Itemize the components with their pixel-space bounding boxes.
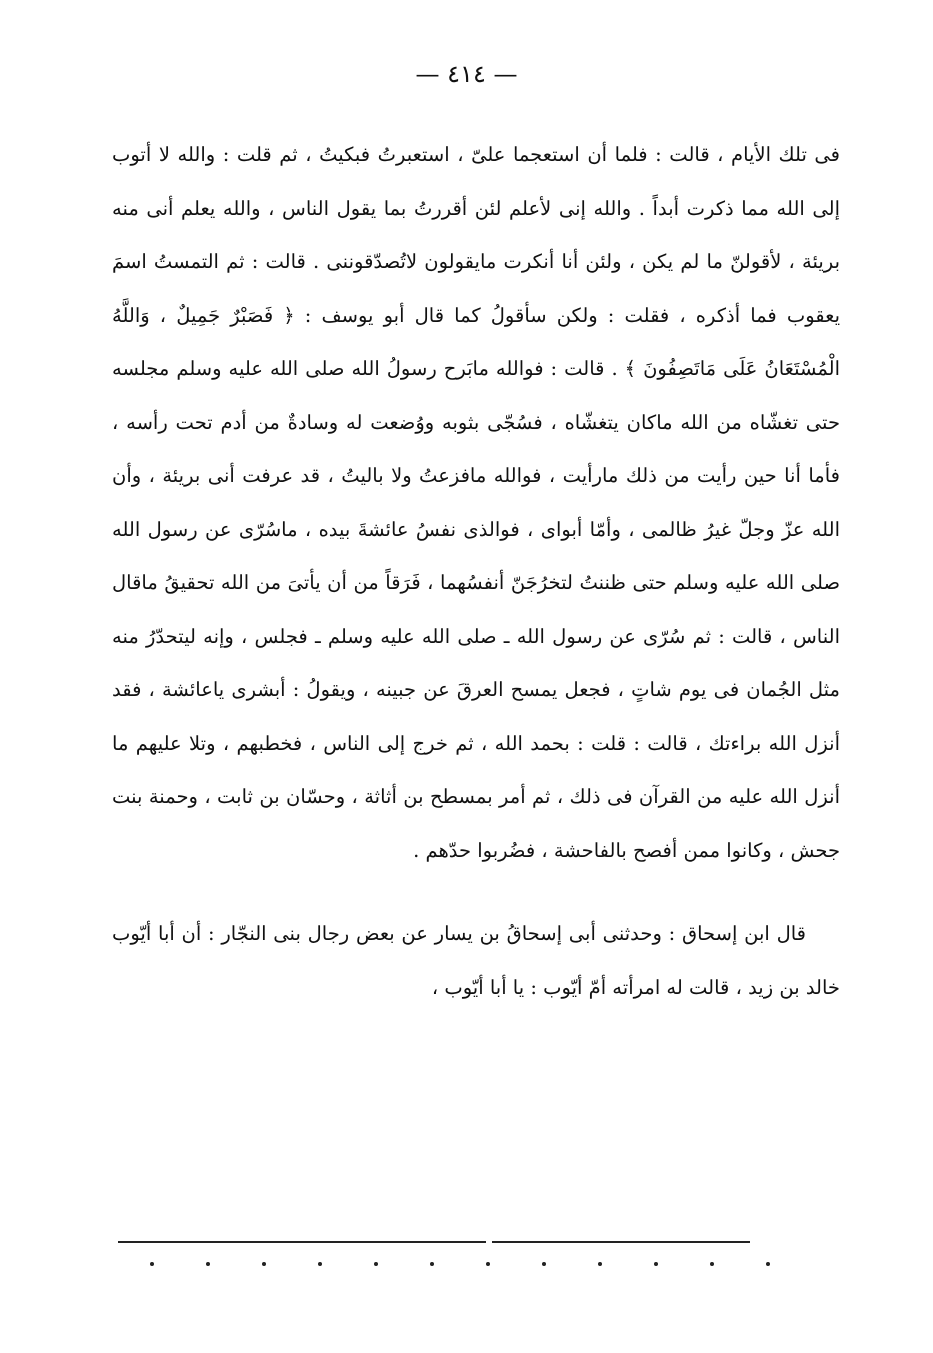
paragraph-1: فى تلك الأيام ، قالت : فلما أن استعجما علىّ ، استعبرتُ فبكيتُ ، ثم قلت : والله لا أتوب إلى الله مما ذكرت أبداً . والله إنى لأعلم لئن أقررتُ بما يقول الناس ، والله يعلم أنى منه بريئة ، لأقولنّ ما لم يكن ، ولئن أنا أنكرت مايقولون لاتُصدّقوننى . قالت : ثم التمستُ اسمَ يعقوب فما أذكره ، فقلت : ولكن سأقولُ كما قال أبو يوسف : ﴿ فَصَبْرٌ جَمِيلٌ ، وَاللَّهُ الْمُسْتَعَانُ عَلَى مَاتَصِفُونَ ﴾ . قالت : فوالله مابَرح رسولُ الله صلى الله عليه وسلم مجلسه حتى تغشّاه من الله ماكان يتغشّاه ، فسُجّى بثوبه ووُضعت له وسادةٌ من أدم تحت رأسه ، فأما أنا حين رأيت من ذلك مارأيت ، فوالله مافزعتُ ولا باليتُ ، قد عرفت أنى بريئة ، وأن الله عزّ وجلّ غيرُ ظالمى ، وأمّا أبواى ، فوالذى نفسُ عائشةَ بيده ، ماسُرّى عن رسول الله صلى الله عليه وسلم حتى ظننتُ لتخرُجَنّ أنفسُهما ، فَرَقاً من أن يأتىَ من الله تحقيقُ ماقال الناس ، قالت : ثم سُرّى عن رسول الله ـ صلى الله عليه وسلم ـ فجلس ، وإنه ليتحدّرُ منه مثل الجُمان فى يوم شاتٍ ، فجعل يمسح العرقَ عن جبينه ، ويقولُ : أبشرى ياعائشة ، فقد أنزل الله براءتك ، قالت : قلت : بحمد الله ، ثم خرج إلى الناس ، فخطبهم ، وتلا عليهم ما أنزل الله عليه من القرآن فى ذلك ، ثم أمر بمسطح بن أثاثة ، وحسّان بن ثابت ، وحمنة بنت جحش ، وكانوا ممن أفصح بالفاحشة ، فضُربوا حدّهم .: [112, 143, 840, 862]
footer-dot: [262, 1262, 266, 1266]
footer-dot: [710, 1262, 714, 1266]
footer-dot: [430, 1262, 434, 1266]
footer-dot: [654, 1262, 658, 1266]
footer-dot: [150, 1262, 154, 1266]
page-number: — ٤١٤ —: [415, 60, 518, 88]
footer-dot: [486, 1262, 490, 1266]
footer-dot: [766, 1262, 770, 1266]
footer-dot: [598, 1262, 602, 1266]
paragraph-2: قال ابن إسحاق : وحدثنى أبى إسحاقُ بن يسار عن بعض رجال بنى النجّار : أن أبا أيّوب خالد بن زيد ، قالت له امرأته أمّ أيّوب : يا أبا أيّوب ،: [112, 922, 840, 999]
footer-dot: [318, 1262, 322, 1266]
footer-dots: [150, 1262, 770, 1266]
footer-rule-right: [492, 1241, 750, 1243]
footer-dot: [206, 1262, 210, 1266]
page-body: [112, 128, 840, 1014]
footer-dot: [374, 1262, 378, 1266]
footer-dot: [542, 1262, 546, 1266]
footer-rule-left: [118, 1241, 486, 1243]
